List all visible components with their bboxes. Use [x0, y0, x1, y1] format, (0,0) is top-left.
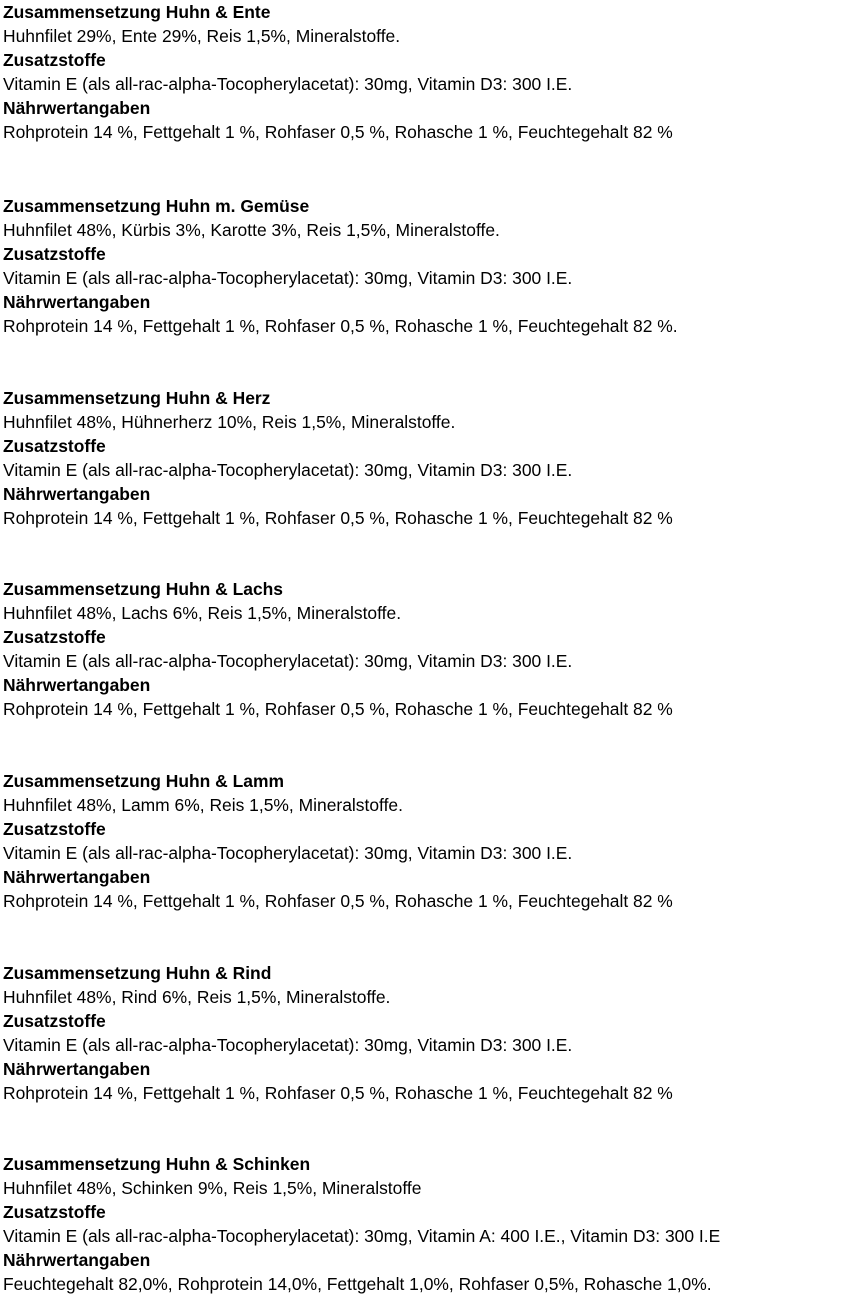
product-section-huhn-lamm — [3, 769, 860, 913]
additives-heading: Zusatzstoffe — [3, 1011, 106, 1031]
composition-text: Huhnfilet 48%, Hühnerherz 10%, Reis 1,5%, Mineralstoffe. — [3, 412, 456, 432]
composition-text: Huhnfilet 29%, Ente 29%, Reis 1,5%, Mineralstoffe. — [3, 26, 401, 46]
composition-text: Huhnfilet 48%, Kürbis 3%, Karotte 3%, Reis 1,5%, Mineralstoffe. — [3, 220, 500, 240]
additives-heading: Zusatzstoffe — [3, 627, 106, 647]
section-title: Zusammensetzung Huhn & Lamm — [3, 771, 284, 791]
additives-heading: Zusatzstoffe — [3, 1202, 106, 1222]
composition-text: Huhnfilet 48%, Rind 6%, Reis 1,5%, Mineralstoffe. — [3, 987, 391, 1007]
nutrition-text: Feuchtegehalt 82,0%, Rohprotein 14,0%, Fettgehalt 1,0%, Rohfaser 0,5%, Rohasche 1,0%. — [3, 1274, 712, 1294]
section-title: Zusammensetzung Huhn & Herz — [3, 388, 271, 408]
additives-text: Vitamin E (als all-rac-alpha-Tocopherylacetat): 30mg, Vitamin D3: 300 I.E. — [3, 268, 573, 288]
section-title: Zusammensetzung Huhn & Schinken — [3, 1154, 311, 1174]
nutrition-text: Rohprotein 14 %, Fettgehalt 1 %, Rohfaser 0,5 %, Rohasche 1 %, Feuchtegehalt 82 % — [3, 891, 673, 911]
nutrition-text: Rohprotein 14 %, Fettgehalt 1 %, Rohfaser 0,5 %, Rohasche 1 %, Feuchtegehalt 82 %. — [3, 316, 678, 336]
product-section-huhn-herz — [3, 386, 860, 530]
additives-heading: Zusatzstoffe — [3, 244, 106, 264]
product-section-huhn-rind — [3, 961, 860, 1105]
additives-text: Vitamin E (als all-rac-alpha-Tocopherylacetat): 30mg, Vitamin D3: 300 I.E. — [3, 651, 573, 671]
nutrition-heading: Nährwertangaben — [3, 675, 151, 695]
product-section-huhn-gemuese — [3, 194, 860, 338]
section-title: Zusammensetzung Huhn & Lachs — [3, 579, 284, 599]
additives-text: Vitamin E (als all-rac-alpha-Tocopherylacetat): 30mg, Vitamin D3: 300 I.E. — [3, 1035, 573, 1055]
section-title: Zusammensetzung Huhn m. Gemüse — [3, 196, 310, 216]
additives-heading: Zusatzstoffe — [3, 436, 106, 456]
additives-text: Vitamin E (als all-rac-alpha-Tocopherylacetat): 30mg, Vitamin D3: 300 I.E. — [3, 843, 573, 863]
additives-heading: Zusatzstoffe — [3, 50, 106, 70]
product-section-huhn-schinken — [3, 1152, 860, 1296]
nutrition-text: Rohprotein 14 %, Fettgehalt 1 %, Rohfaser 0,5 %, Rohasche 1 %, Feuchtegehalt 82 % — [3, 122, 673, 142]
additives-text: Vitamin E (als all-rac-alpha-Tocopherylacetat): 30mg, Vitamin D3: 300 I.E. — [3, 74, 573, 94]
product-section-huhn-lachs — [3, 577, 860, 721]
composition-text: Huhnfilet 48%, Lamm 6%, Reis 1,5%, Mineralstoffe. — [3, 795, 403, 815]
section-title: Zusammensetzung Huhn & Ente — [3, 2, 271, 22]
product-section-huhn-ente — [3, 0, 860, 144]
nutrition-text: Rohprotein 14 %, Fettgehalt 1 %, Rohfaser 0,5 %, Rohasche 1 %, Feuchtegehalt 82 % — [3, 699, 673, 719]
nutrition-heading: Nährwertangaben — [3, 1059, 151, 1079]
additives-text: Vitamin E (als all-rac-alpha-Tocopherylacetat): 30mg, Vitamin A: 400 I.E., Vitamin D3: 300 I.E — [3, 1226, 721, 1246]
nutrition-heading: Nährwertangaben — [3, 484, 151, 504]
composition-text: Huhnfilet 48%, Lachs 6%, Reis 1,5%, Mineralstoffe. — [3, 603, 402, 623]
section-title: Zusammensetzung Huhn & Rind — [3, 963, 272, 983]
nutrition-text: Rohprotein 14 %, Fettgehalt 1 %, Rohfaser 0,5 %, Rohasche 1 %, Feuchtegehalt 82 % — [3, 1083, 673, 1103]
additives-text: Vitamin E (als all-rac-alpha-Tocopherylacetat): 30mg, Vitamin D3: 300 I.E. — [3, 460, 573, 480]
nutrition-heading: Nährwertangaben — [3, 292, 151, 312]
nutrition-text: Rohprotein 14 %, Fettgehalt 1 %, Rohfaser 0,5 %, Rohasche 1 %, Feuchtegehalt 82 % — [3, 508, 673, 528]
nutrition-heading: Nährwertangaben — [3, 98, 151, 118]
nutrition-heading: Nährwertangaben — [3, 867, 151, 887]
nutrition-heading: Nährwertangaben — [3, 1250, 151, 1270]
additives-heading: Zusatzstoffe — [3, 819, 106, 839]
composition-text: Huhnfilet 48%, Schinken 9%, Reis 1,5%, Mineralstoffe — [3, 1178, 422, 1198]
